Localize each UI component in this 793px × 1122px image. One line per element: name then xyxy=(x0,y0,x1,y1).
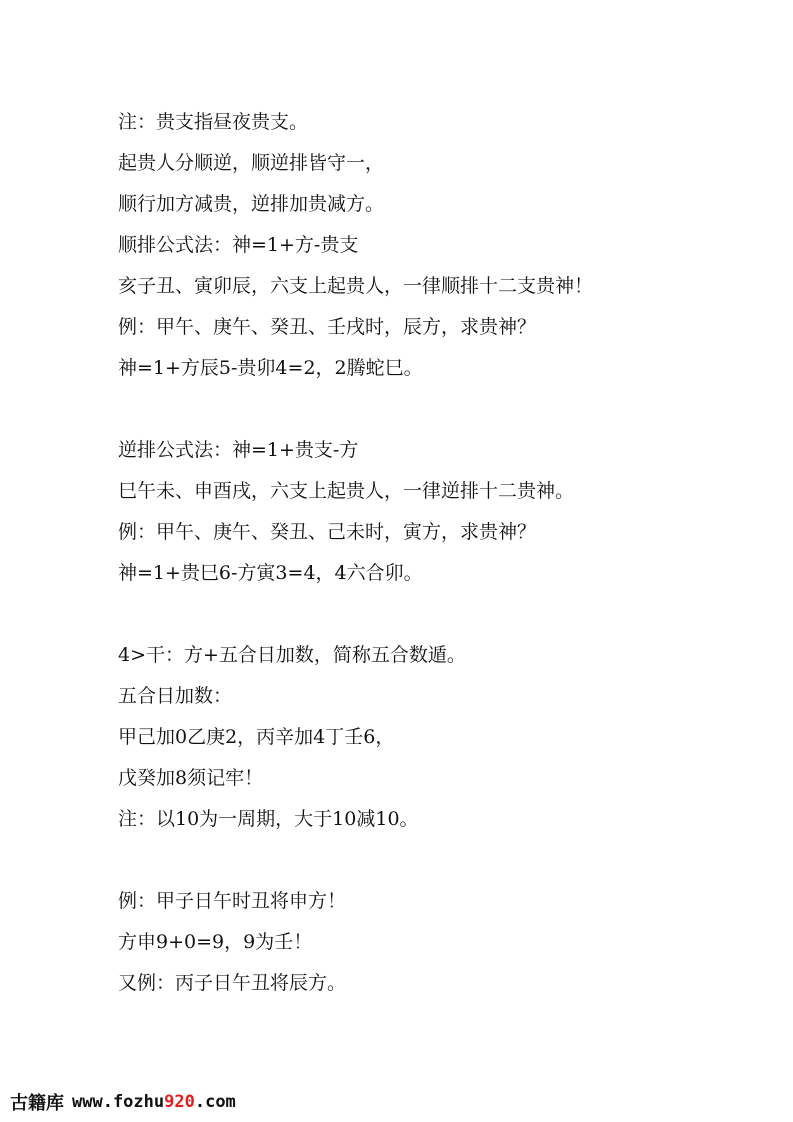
url-prefix: www.fozhu xyxy=(72,1092,165,1112)
url-highlight: 920 xyxy=(164,1092,195,1112)
text-line: 又例：丙子日午丑将辰方。 xyxy=(118,972,347,994)
text-line: 顺排公式法：神=1+方-贵支 xyxy=(118,234,359,256)
watermark-url xyxy=(72,1092,236,1112)
url-suffix: .com xyxy=(194,1092,236,1112)
text-line: 亥子丑、寅卯辰，六支上起贵人，一律顺排十二支贵神！ xyxy=(118,275,594,297)
text-line: 神=1+贵巳6-方寅3=4，4六合卯。 xyxy=(118,562,423,584)
text-line: 方申9+0=9，9为壬！ xyxy=(118,931,313,953)
watermark-brand: 古籍库 xyxy=(10,1093,64,1114)
text-line: 例：甲午、庚午、癸丑、己未时，寅方，求贵神？ xyxy=(118,521,537,543)
watermark-footer xyxy=(10,1089,236,1115)
text-line: 五合日加数： xyxy=(118,685,233,707)
text-line: 巳午未、申酉戌，六支上起贵人，一律逆排十二贵神。 xyxy=(118,480,575,502)
text-line: 起贵人分顺逆，顺逆排皆守一， xyxy=(118,152,385,174)
text-line: 逆排公式法：神=1+贵支-方 xyxy=(118,439,359,461)
text-line: 例：甲午、庚午、癸丑、壬戌时，辰方，求贵神？ xyxy=(118,316,537,338)
text-line: 顺行加方减贵，逆排加贵减方。 xyxy=(118,193,385,215)
text-line: 4>干：方+五合日加数，简称五合数遁。 xyxy=(118,644,466,666)
text-line: 甲己加0乙庚2，丙辛加4丁壬6， xyxy=(118,726,395,748)
text-line: 例：甲子日午时丑将申方！ xyxy=(118,890,347,912)
text-line: 注：以10为一周期，大于10减10。 xyxy=(118,808,419,830)
text-line: 注：贵支指昼夜贵支。 xyxy=(118,111,309,133)
text-line: 戊癸加8须记牢！ xyxy=(118,767,264,789)
text-line: 神=1+方辰5-贵卯4=2，2腾蛇巳。 xyxy=(118,357,423,379)
